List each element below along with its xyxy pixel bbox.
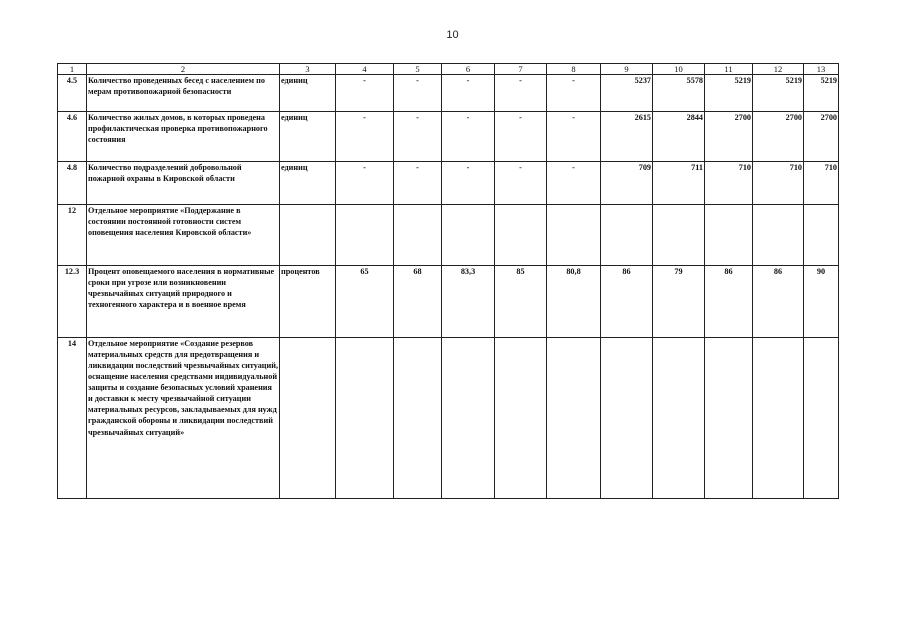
cell-value: 5578 [653,75,705,112]
cell-value [495,338,547,499]
table-row [58,338,839,499]
row-id: 12.3 [58,266,87,338]
col-header: 12 [753,64,804,75]
cell-value: - [336,162,394,205]
col-header: 8 [547,64,601,75]
cell-value: 710 [804,162,839,205]
row-id: 12 [58,205,87,266]
col-header: 6 [442,64,495,75]
cell-value [753,205,804,266]
indicator-table [57,63,839,499]
row-unit: единиц [280,112,336,162]
col-header: 11 [705,64,753,75]
col-header: 1 [58,64,87,75]
cell-value: 710 [705,162,753,205]
cell-value: 68 [394,266,442,338]
table-row [58,162,839,205]
cell-value: 711 [653,162,705,205]
cell-value [653,205,705,266]
cell-value [495,205,547,266]
cell-value: 65 [336,266,394,338]
cell-value: 5237 [601,75,653,112]
cell-value [804,205,839,266]
cell-value: 80,8 [547,266,601,338]
col-header: 4 [336,64,394,75]
table-row [58,266,839,338]
row-id: 4.5 [58,75,87,112]
table-row [58,75,839,112]
cell-value: 79 [653,266,705,338]
cell-value: 2844 [653,112,705,162]
cell-value: - [442,75,495,112]
cell-value: 5219 [804,75,839,112]
col-header: 7 [495,64,547,75]
cell-value [601,205,653,266]
cell-value: - [336,112,394,162]
cell-value [753,338,804,499]
cell-value: 2700 [753,112,804,162]
col-header: 3 [280,64,336,75]
row-unit [280,338,336,499]
cell-value [601,338,653,499]
row-description: Отдельное мероприятие «Поддержание в состоянии постоянной готовности систем оповещения населения Кировской области» [87,205,280,266]
table-row [58,205,839,266]
cell-value [804,338,839,499]
row-description: Количество проведенных бесед с населением по мерам противопожарной безопасности [87,75,280,112]
cell-value: - [442,162,495,205]
row-description: Отдельное мероприятие «Создание резервов материальных средств для предотвращения и ликвидации последствий чрезвычайных ситуаций, оснащение населения средствами индивидуальной защиты и создание безопасных условий хранения и доставки к месту чрезвычайной ситуации материальных ресурсов, закладываемых для нужд гражданской обороны и ликвидации последствий чрезвычайных ситуаций» [87,338,280,499]
table-row [58,112,839,162]
cell-value [442,205,495,266]
cell-value [442,338,495,499]
cell-value [653,338,705,499]
cell-value: 2700 [705,112,753,162]
cell-value: - [442,112,495,162]
cell-value [394,338,442,499]
cell-value: 2615 [601,112,653,162]
row-description: Процент оповещаемого населения в нормативные сроки при угрозе или возникновении чрезвычайных ситуаций природного и техногенного характера и в военное время [87,266,280,338]
col-header: 13 [804,64,839,75]
cell-value: - [394,112,442,162]
cell-value: 86 [753,266,804,338]
row-unit: единиц [280,75,336,112]
row-unit [280,205,336,266]
header-row [58,64,839,75]
cell-value: 709 [601,162,653,205]
cell-value [705,205,753,266]
col-header: 5 [394,64,442,75]
cell-value [705,338,753,499]
cell-value: - [394,162,442,205]
cell-value [547,338,601,499]
cell-value: - [336,75,394,112]
row-unit: единиц [280,162,336,205]
cell-value: - [547,75,601,112]
row-unit: процентов [280,266,336,338]
row-id: 4.6 [58,112,87,162]
cell-value: - [495,112,547,162]
col-header: 9 [601,64,653,75]
col-header: 2 [87,64,280,75]
cell-value: - [547,162,601,205]
row-id: 14 [58,338,87,499]
cell-value [336,338,394,499]
row-description: Количество подразделений добровольной пожарной охраны в Кировской области [87,162,280,205]
cell-value: 83,3 [442,266,495,338]
cell-value: - [495,75,547,112]
cell-value [394,205,442,266]
cell-value: 86 [601,266,653,338]
row-id: 4.8 [58,162,87,205]
cell-value: 85 [495,266,547,338]
cell-value: - [394,75,442,112]
cell-value: 86 [705,266,753,338]
cell-value: - [547,112,601,162]
col-header: 10 [653,64,705,75]
row-description: Количество жилых домов, в которых проведена профилактическая проверка противопожарного состояния [87,112,280,162]
page-number: 10 [446,29,459,41]
cell-value: 710 [753,162,804,205]
cell-value: 2700 [804,112,839,162]
cell-value [336,205,394,266]
cell-value: 90 [804,266,839,338]
cell-value: - [495,162,547,205]
cell-value: 5219 [753,75,804,112]
cell-value: 5219 [705,75,753,112]
cell-value [547,205,601,266]
